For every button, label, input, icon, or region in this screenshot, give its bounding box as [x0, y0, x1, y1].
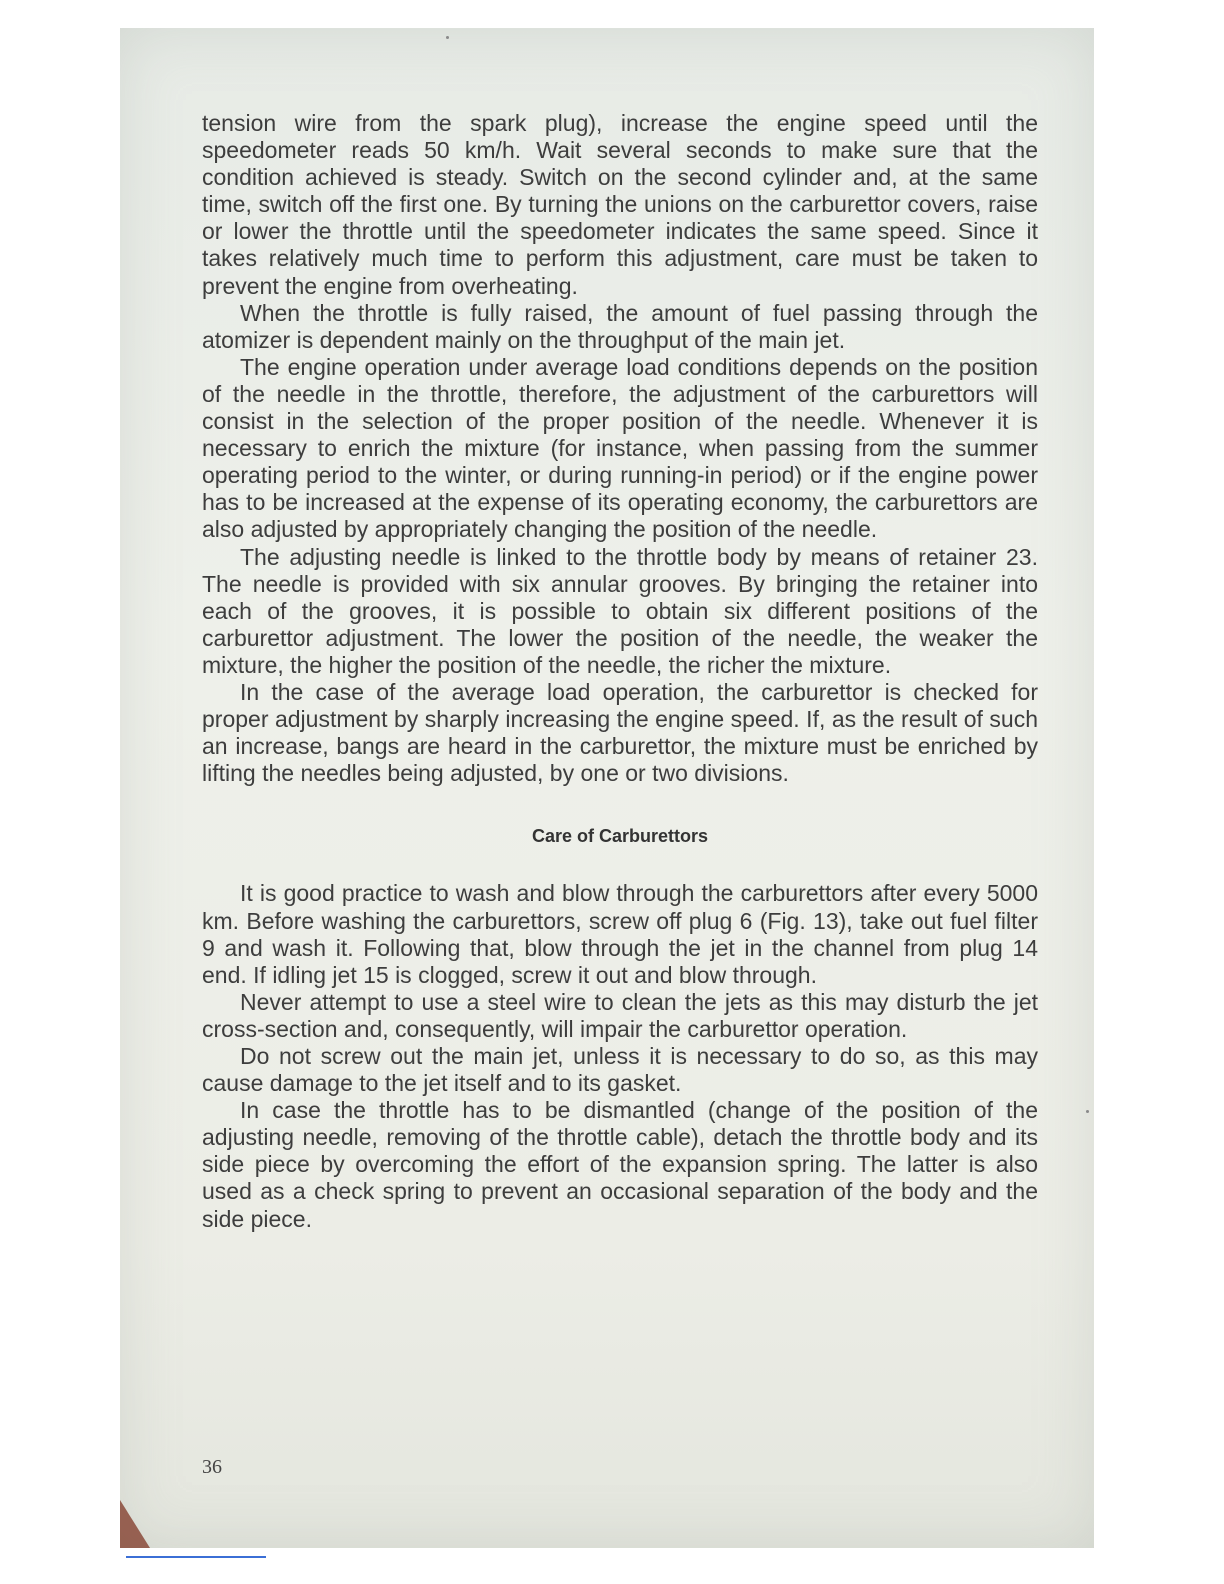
speck-mark — [446, 36, 449, 39]
body-text — [202, 110, 1038, 1233]
page-number: 36 — [202, 1456, 222, 1478]
section-paragraph-2: Never attempt to use a steel wire to clean the jets as this may disturb the jet cross-section and, consequently, will impair the carburettor operation. — [202, 988, 1038, 1042]
section-paragraph-1: It is good practice to wash and blow through the carburettors after every 5000 km. Before washing the carburettors, screw off plug 6 (Fig. 13), take out fuel filter 9 and wash it. Following that, blow through the jet in the channel from plug 14 end. If idling jet 15 is clogged, screw it out and blow through. — [202, 880, 1038, 988]
section-heading: Care of Carburettors — [531, 826, 709, 847]
paragraph-2: When the throttle is fully raised, the amount of fuel passing through the atomizer is dependent mainly on the throughput of the main jet. — [202, 299, 1038, 353]
scan-edge-line — [126, 1556, 266, 1558]
section-paragraph-3: Do not screw out the main jet, unless it is necessary to do so, as this may cause damage to the jet itself and to its gasket. — [202, 1043, 1038, 1097]
paragraph-1: tension wire from the spark plug), increase the engine speed until the speedometer reads 50 km/h. Wait several seconds to make sure that the condition achieved is steady. Switch on the second cylinder and, at the same time, switch off the first one. By turning the unions on the carburettor covers, raise or lower the throttle until the speedometer indicates the same speed. Since it takes relatively much time to perform this adjustment, care must be taken to prevent the engine from overheating. — [202, 110, 1038, 299]
paragraph-5: In the case of the average load operation, the carburettor is checked for proper adjustment by sharply increasing the engine speed. If, as the result of such an increase, bangs are heard in the carburettor, the mixture must be enriched by lifting the needles being adjusted, by one or two divisions. — [202, 678, 1038, 787]
page-corner-stain — [120, 1500, 150, 1548]
section-paragraph-4: In case the throttle has to be dismantled (change of the position of the adjusting needle, removing of the throttle cable), detach the throttle body and its side piece by overcoming the effort of the expansion spring. The latter is also used as a check spring to prevent an occasional separation of the body and the side piece. — [202, 1097, 1038, 1232]
book-page — [120, 28, 1094, 1548]
paragraph-3: The engine operation under average load conditions depends on the position of the needle in the throttle, therefore, the adjustment of the carburettors will consist in the selection of the proper position of the needle. Whenever it is necessary to enrich the mixture (for instance, when passing from the summer operating period to the winter, or during running-in period) or if the engine power has to be increased at the expense of its operating economy, the carburettors are also adjusted by appropriately changing the position of the needle. — [202, 353, 1038, 543]
speck-mark — [1086, 1110, 1089, 1113]
paragraph-4: The adjusting needle is linked to the throttle body by means of retainer 23. The needle is provided with six annular grooves. By bringing the retainer into each of the grooves, it is possible to obtain six different positions of the carburettor adjustment. The lower the position of the needle, the weaker the mixture, the higher the position of the needle, the richer the mixture. — [202, 543, 1038, 678]
